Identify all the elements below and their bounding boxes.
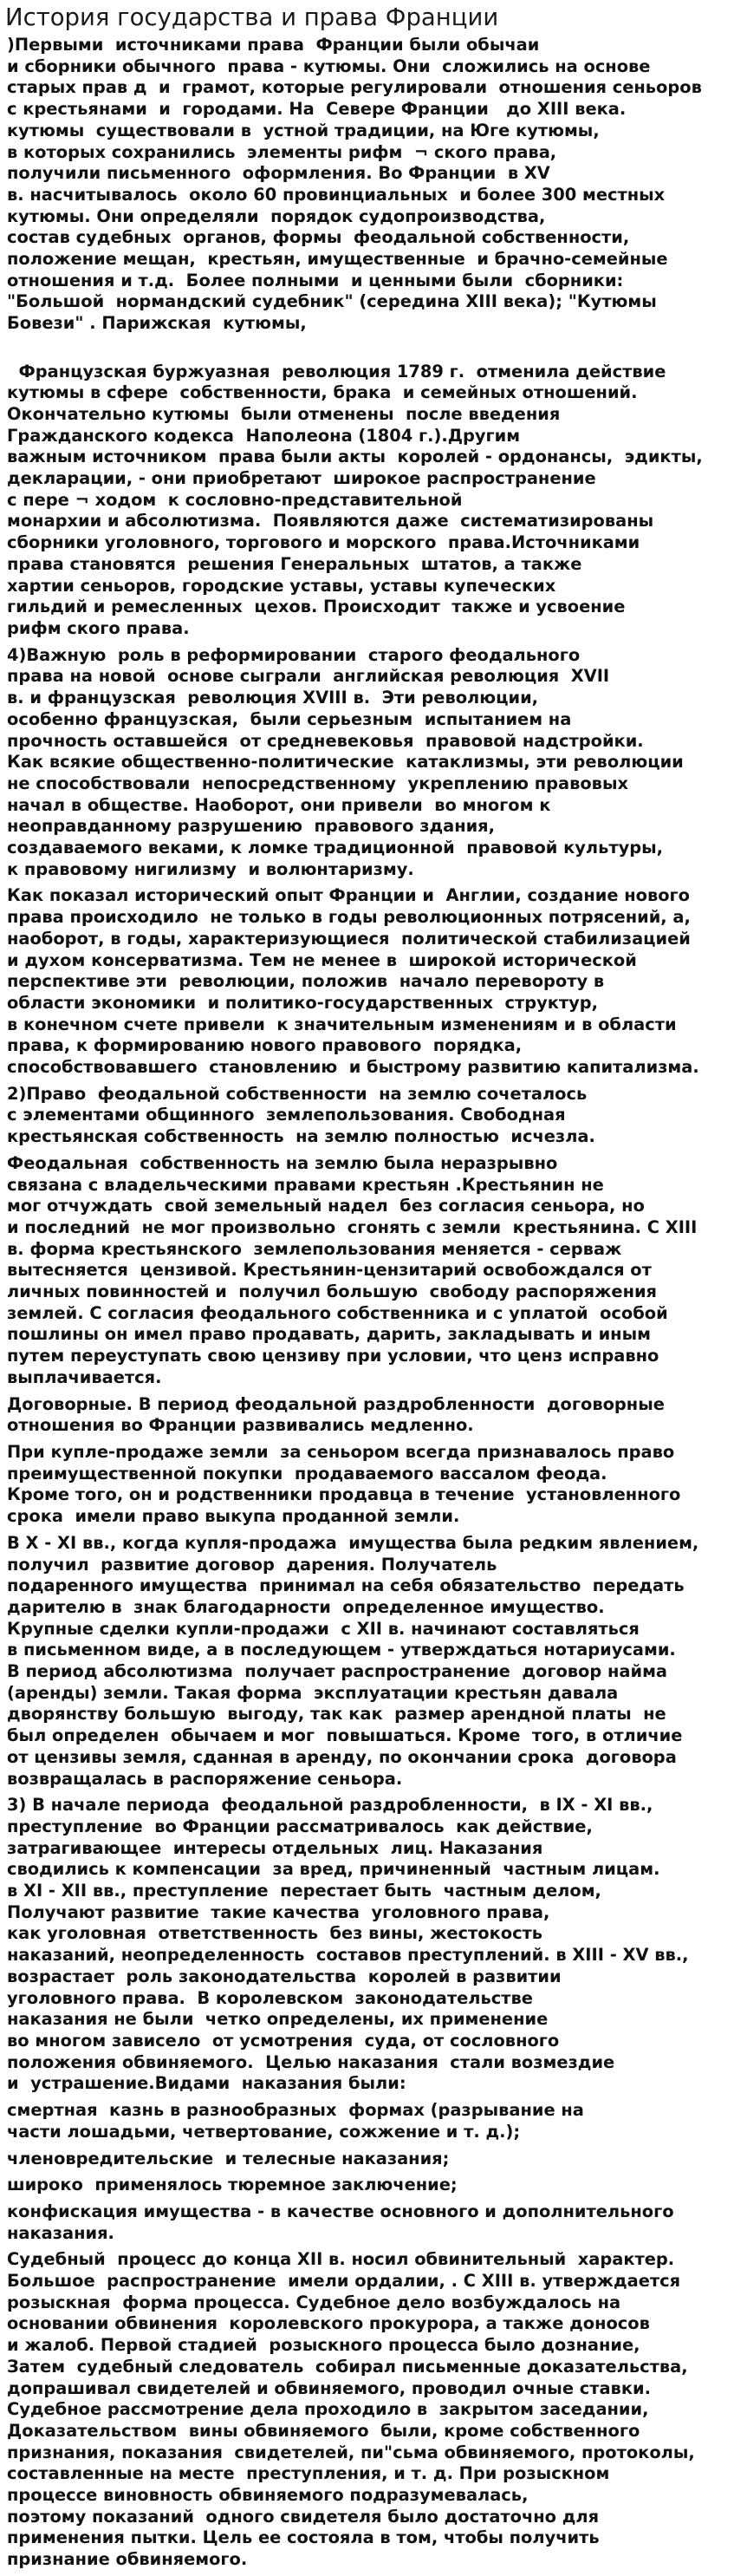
paragraph (7, 1153, 731, 1389)
text-line: Гражданского кодекса Наполеона (1804 г.).Другим (7, 425, 521, 446)
text-line: В X - XI вв., когда купля-продажа имущества была редким явлением, (7, 1532, 699, 1553)
text-line: и последний не мог произвольно сгонять с земли крестьянина. С XIII (7, 1216, 698, 1237)
text-line: в письменном виде, а в последующем - утверждаться нотариусами. (7, 1640, 676, 1660)
text-line: возрастает роль законодательства королей в развитии (7, 1966, 562, 1986)
text-line: признания, показания свидетелей, пи"сьма обвиняемого, протоколы, (7, 2442, 695, 2462)
text-line: права происходило не только в годы революционных потрясений, а, (7, 907, 691, 928)
text-line: права, к формированию нового правового порядка, (7, 1035, 523, 1056)
text-line: дворянству большую выгоду, так как размер арендной платы не (7, 1704, 666, 1725)
text-line: Доказательством вины обвиняемого были, кроме собственного (7, 2420, 640, 2441)
text-line: не способствовали непосредственному укреплению правовых (7, 773, 628, 793)
paragraph (7, 340, 731, 640)
text-line: гильдий и ремесленных цехов. Происходит также и усвоение (7, 597, 626, 617)
text-line: составленные на месте преступления, и т. д. При розыскном (7, 2463, 610, 2484)
paragraph (7, 1795, 731, 2095)
text-line: положения обвиняемого. Целью наказания стали возмездие (7, 2051, 615, 2072)
text-line: выплачивается. (7, 1366, 162, 1387)
text-line: Договорные. В период феодальной раздробленности договорные (7, 1393, 665, 1414)
text-line: Затем судебный следователь собирал письменные доказательства, (7, 2356, 688, 2377)
text-line: розыскная форма процесса. Судебное дело возбуждалось на (7, 2292, 621, 2312)
text-line: в конечном счете привели к значительным изменениям и в области (7, 1014, 677, 1034)
text-line: личных повинностей и получил большую свободу распоряжения (7, 1281, 658, 1302)
text-line: рифм ского права. (7, 617, 190, 638)
text-line: в. форма крестьянского землепользования меняется - серваж (7, 1238, 622, 1259)
text-line: в. насчитывалось около 60 провинциальных и более 300 местных (7, 184, 666, 205)
document-title: История государства и права Франции (5, 3, 499, 31)
text-line: особенно французская, были серьезным испытанием на (7, 708, 572, 729)
text-line: вытесняется цензивой. Крестьянин-цензитарий освобождался от (7, 1260, 652, 1281)
text-line: 4)Важную роль в реформировании старого феодального (7, 644, 581, 665)
text-line: конфискация имущества - в качестве основного и дополнительного (7, 2201, 674, 2221)
text-line: в. и французская революция XVIII в. Эти революции, (7, 688, 539, 708)
text-line: кутюмы в сфере собственности, брака и семейных отношений. (7, 382, 638, 403)
text-line: В период абсолютизма получает распространение договор найма (7, 1661, 668, 1682)
text-line: пошлины он имел право продавать, дарить, закладывать и иным (7, 1324, 651, 1345)
text-line: как уголовная ответственность без вины, жестокость (7, 1923, 543, 1944)
text-line: преимущественной покупки продаваемого вассалом феода. (7, 1463, 607, 1484)
text-line: наказания. (7, 2222, 114, 2243)
paragraph (7, 2175, 731, 2196)
text-line: )Первыми источниками права Франции были обычаи (7, 35, 540, 55)
text-line: к правовому нигилизму и волюнтаризму. (7, 858, 414, 879)
text-line: Судебный процесс до конца XII в. носил обвинительный характер. (7, 2249, 675, 2270)
text-line: допрашивал свидетелей и обвиняемого, проводил очные ставки. (7, 2377, 651, 2398)
paragraph (7, 2149, 731, 2170)
text-line: Бовези" . Парижская кутюмы, (7, 313, 307, 334)
text-line: смертная казнь в разнообразных формах (разрывание на (7, 2100, 584, 2121)
text-line: во многом зависело от усмотрения суда, от сословного (7, 2030, 560, 2051)
text-line: преступление во Франции рассматривалось как действие, (7, 1816, 593, 1836)
paragraph (7, 1394, 731, 1437)
text-line: отношения и т.д. Более полными и ценными были сборники: (7, 270, 624, 290)
text-line: права становятся решения Генеральных штатов, а также (7, 553, 582, 574)
text-line: Французская буржуазная революция 1789 г. отменила действие (7, 361, 666, 382)
text-line: мог отчуждать свой земельный надел без согласия сеньора, но (7, 1196, 645, 1216)
text-line: срока имели право выкупа проданной земли. (7, 1506, 460, 1527)
paragraph (7, 1084, 731, 1148)
text-line: Кроме того, он и родственники продавца в течение установленного (7, 1484, 681, 1505)
text-line: признание обвиняемого. (7, 2549, 248, 2570)
text-line: При купле-продаже земли за сеньором всегда признавалось право (7, 1442, 675, 1462)
text-line: создаваемого веками, к ломке традиционной правовой культуры, (7, 838, 664, 858)
text-line: Как показал исторический опыт Франции и Англии, создание нового (7, 885, 690, 906)
text-line (7, 340, 731, 362)
text-line: хартии сеньоров, городские уставы, уставы купеческих (7, 575, 556, 596)
text-line: с элементами общинного землепользования. Свободная (7, 1105, 566, 1125)
text-line: связана с владельческими правами крестьян .Крестьянин не (7, 1174, 604, 1195)
text-line: состав судебных органов, формы феодальной собственности, (7, 227, 630, 248)
text-line: начал в обществе. Наоборот, они привели во многом к (7, 794, 551, 815)
text-line: основании обвинения королевского прокурора, а также доносов (7, 2313, 650, 2334)
text-line: Большое распространение имели ордалии, . С XIII в. утверждается (7, 2271, 681, 2292)
text-line: способствовавшего становлению и быстрому развитию капитализма. (7, 1057, 699, 1078)
text-line: и духом консерватизма. Тем не менее в широкой исторической (7, 949, 637, 970)
text-line: наказания не были четко определены, их применение (7, 2009, 549, 2030)
text-line: кутюмы существовали в устной традиции, на Юге кутюмы, (7, 120, 600, 140)
text-line: наоборот, в годы, характеризующиеся политической стабилизацией (7, 928, 691, 949)
text-line: Крупные сделки купли-продажи с XII в. начинают составляться (7, 1618, 640, 1639)
text-line: прочность оставшейся от средневековья правовой надстройки. (7, 730, 644, 751)
text-line: Как всякие общественно-политические катаклизмы, эти революции (7, 752, 684, 773)
text-line: кутюмы. Они определяли порядок судопроизводства, (7, 205, 546, 226)
text-line: Окончательно кутюмы были отменены после введения (7, 403, 561, 424)
text-line: в которых сохранились элементы рифм ¬ ского права, (7, 141, 557, 162)
paragraph (7, 645, 731, 881)
text-line: путем переуступать свою цензиву при условии, что ценз исправно (7, 1346, 659, 1366)
text-line: "Большой нормандский судебник" (середина XIII века); "Кутюмы (7, 291, 657, 312)
text-line: декларации, - они приобретают широкое распространение (7, 468, 596, 489)
text-line: отношения во Франции развивались медленно. (7, 1415, 474, 1436)
text-line: широко применялось тюремное заключение; (7, 2175, 458, 2195)
text-line: Феодальная собственность на землю была неразрывно (7, 1152, 558, 1173)
paragraph (7, 1442, 731, 1528)
text-line: дарителю в знак благодарности определенное имущество. (7, 1596, 605, 1617)
text-line: землей. С согласия феодального собственника и с уплатой особой (7, 1302, 668, 1323)
text-line: старых прав д и грамот, которые регулировали отношения сеньоров (7, 77, 702, 98)
paragraph (7, 2249, 731, 2571)
text-line: поэтому показаний одного свидетеля было достаточно для (7, 2506, 600, 2527)
text-line: 3) В начале периода феодальной раздробленности, в IX - XI вв., (7, 1795, 653, 1816)
document-body (7, 35, 731, 2576)
text-line: уголовного права. В королевском законодательстве (7, 1987, 533, 2008)
text-line: перспективе эти революции, положив начало перевороту в (7, 971, 605, 992)
text-line: сводились к компенсации за вред, причиненный частным лицам. (7, 1859, 660, 1880)
paragraph (7, 2100, 731, 2142)
paragraph (7, 2201, 731, 2244)
paragraph (7, 885, 731, 1078)
text-line: положение мещан, крестьян, имущественные и брачно-семейные (7, 249, 668, 270)
text-line: получил развитие договор дарения. Получатель (7, 1554, 497, 1575)
text-line: (аренды) земли. Такая форма эксплуатации крестьян давала (7, 1682, 619, 1703)
text-line: 2)Право феодальной собственности на землю сочеталось (7, 1083, 588, 1104)
text-line: с крестьянами и городами. На Севере Франции до XIII века. (7, 99, 627, 120)
text-line: применения пытки. Цель ее состояла в том, чтобы получить (7, 2527, 600, 2548)
text-line: монархии и абсолютизма. Появляются даже систематизированы (7, 511, 654, 532)
text-line: затрагивающее интересы отдельных лиц. Наказания (7, 1837, 543, 1858)
text-line: и жалоб. Первой стадией розыскного процесса было дознание, (7, 2335, 640, 2356)
text-line: Получают развитие такие качества уголовного права, (7, 1901, 550, 1922)
text-line: подаренного имущества принимал на себя обязательство передать (7, 1575, 685, 1596)
text-line: наказаний, неопределенность составов преступлений. в XIII - XV вв., (7, 1945, 689, 1966)
text-line: Судебное рассмотрение дела проходило в закрытом заседании, (7, 2399, 649, 2420)
text-line: возвращалась в распоряжение сеньора. (7, 1768, 403, 1789)
text-line: членовредительские и телесные наказания; (7, 2148, 450, 2168)
text-line: неоправданному разрушению правового здания, (7, 816, 496, 837)
paragraph (7, 35, 731, 335)
text-line: части лошадьми, четвертование, сожжение и т. д.); (7, 2121, 521, 2142)
text-line: получили письменного оформления. Во Франции в XV (7, 163, 550, 184)
text-line: важным источником права были акты королей - ордонансы, эдикты, (7, 447, 703, 467)
text-line: в XI - XII вв., преступление перестает быть частным делом, (7, 1881, 601, 1901)
paragraph (7, 1533, 731, 1790)
text-line: крестьянская собственность на землю полностью исчезла. (7, 1126, 595, 1147)
text-line: процессе виновность обвиняемого подразумевалась, (7, 2485, 529, 2506)
text-line: сборники уголовного, торгового и морского права.Источниками (7, 532, 640, 553)
text-line: области экономики и политико-государственных структур, (7, 992, 599, 1013)
text-line: от цензивы земля, сданная в аренду, по окончании срока договора (7, 1746, 677, 1767)
text-line: права на новой основе сыграли английская революция XVII (7, 666, 610, 687)
text-line: с пере ¬ ходом к сословно-представительной (7, 489, 463, 510)
text-line: и устрашение.Видами наказания были: (7, 2073, 406, 2094)
text-line: и сборники обычного права - кутюмы. Они сложились на основе (7, 55, 651, 76)
text-line: был определен обычаем и мог повышаться. Кроме того, в отличие (7, 1725, 683, 1746)
